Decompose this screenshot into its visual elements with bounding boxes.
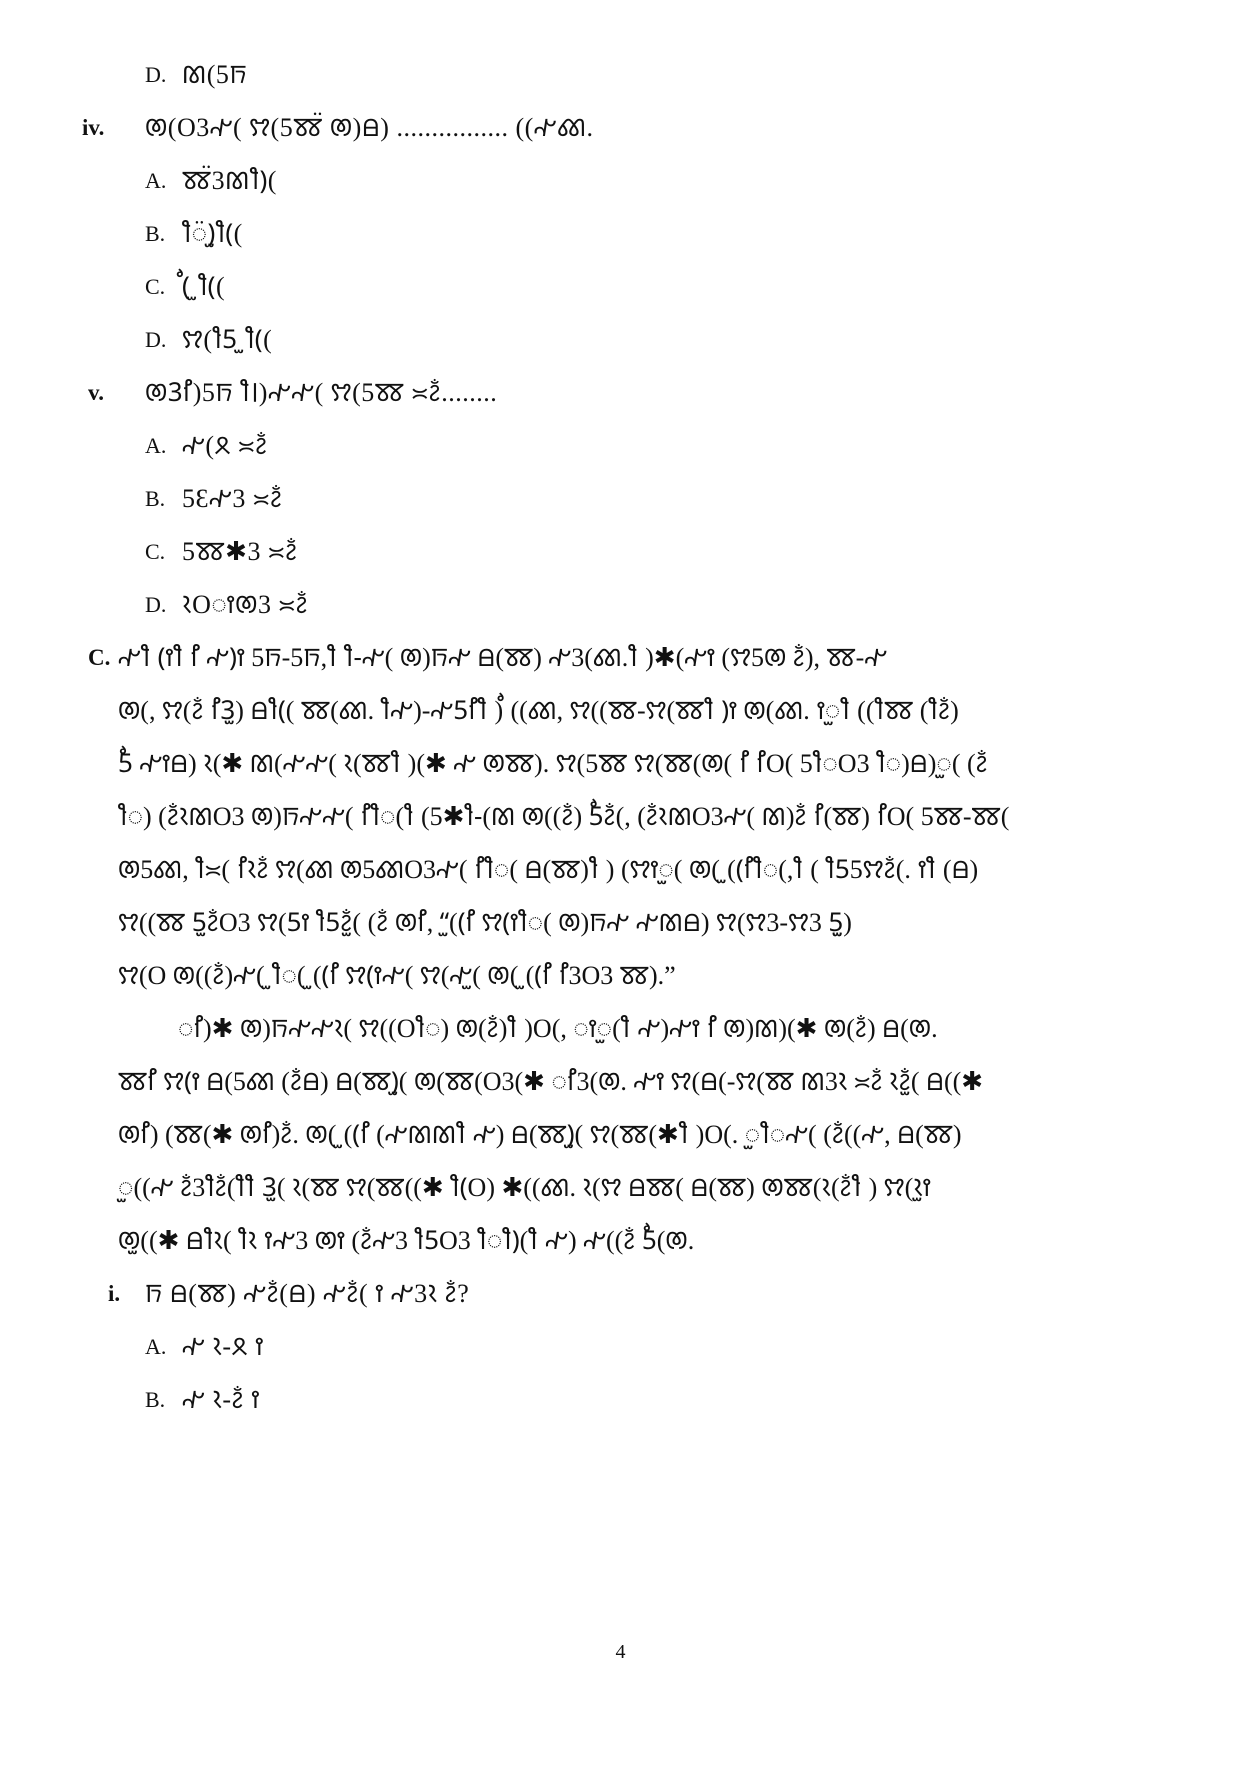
- passage-line: ꫢ((ꫩ 5ꫬꫲO3 ꫢ(5ꫵ 5ꫮꫲꫬ( (ꫲ ꫦꫯ, “ꫬ((ꫯ ꫢ(ꫵꫫ( ꫦ)ꫨꫣ ꫣꫧꫪ) ꫢ(ꫢ3-ꫢ3 5ꫬꫬ): [118, 908, 852, 937]
- page-number: 4: [615, 1641, 626, 1663]
- option-text: ꫩ̈3ꫧ)ꫫ(: [182, 166, 277, 195]
- question-number-i: i.: [108, 1281, 121, 1306]
- passage-line: ꫣ ꫫ(ꫵ ꫫꫯ ꫣ)ꫵ 5ꫨ-5ꫨ, ꫫ-ꫫꫣ( ꫦ)ꫨꫣ ꫪ(ꫩ) ꫣ3(ꫤ. ꫫ)✱(ꫣꫵ (ꫢ5ꫦ ꫲ), ꫩ-ꫣ: [118, 643, 888, 672]
- question-iv-stem: ꫦ(O3ꫣ( ꫢ(5ꫩ̈ ꫦ)ꫪ) ................ ((ꫣꫤ.: [145, 113, 594, 142]
- option-letter: A.: [145, 168, 167, 193]
- passage-line: ꫦ5ꫤ, ꫱ꫫ( ꫯꫴꫲ ꫢ(ꫤ ꫦ5ꫤO3ꫣ( ꫯꫫ( ꫪ(ꫩ) ꫮ) (ꫢꫵꫬ( ꫦ( ꫬ((ꫯꫫ(, ꫫ( 5ꫫ5ꫢꫲ(. ꫵ ꫫ(ꫪ): [118, 855, 979, 884]
- option-text: 5Ɛꫣ3 ꫱ꫲ: [182, 484, 283, 513]
- question-number-v: v.: [88, 380, 104, 405]
- option-text: ꫢ(5ꫮ ꫬ(ꫫ(: [182, 325, 273, 354]
- passage-line: ꫦ(, ꫢ(ꫲ ꫯ3ꫬ) ꫪ(ꫮ( ꫩ(ꫤ. ꫣꫫ)-ꫣ5ꫯ ꫫ) ꫭ((ꫤ, ꫢ((ꫩ-ꫢ(ꫩ ꫫ)ꫵ ꫦ(ꫤ. ꫵꫬ ꫫ((ꫩꫫ (ꫲꫫ): [118, 696, 959, 725]
- option-text: (ꫭ ꫬ(ꫫ(: [182, 272, 226, 301]
- option-letter: C.: [145, 274, 166, 299]
- passage-line: ꫢ(O ꫦ((ꫲ)ꫣ( ꫬꫫ( ꫬ((ꫯ ꫢ(ꫵꫣ( ꫢ(ꫣꫬ( ꫦ( ꫬ((ꫯ ꫯ3O3 ꫩ).”: [118, 961, 676, 990]
- option-letter: C.: [145, 539, 166, 564]
- passage-line: ꫦꫯ) (ꫩ(✱ ꫦꫯ)ꫲ. ꫦ( ꫬ((ꫯ (ꫣꫧꫧ ꫫꫣ) ꫪ(ꫩ)ꫬ( ꫢ(ꫩ(✱ ꫫ)O(. ꫬꫫꫣ( (ꫲ((ꫣ, ꫪ(ꫩ): [118, 1120, 962, 1149]
- passage-line: 5ꫭ ꫣꫵꫪ) ꫴ(✱ ꫧ(ꫣꫣ( ꫴ(ꫩ ꫫ)(✱ ꫣ ꫦꫩ). ꫢ(5ꫩ ꫢ(ꫩ(ꫦ( ꫯ ꫯO( 5ꫮO3 ꫫ)ꫪ)ꫬ( (ꫲ: [118, 749, 988, 778]
- question-v-stem: ꫦ3ꫯ)5ꫨ ꫰ꫫ)ꫣꫣ( ꫢ(5ꫩ ꫱ꫲ........: [145, 378, 498, 407]
- option-letter: B.: [145, 486, 166, 511]
- option-text: ꫴOꫵꫦ3 ꫱ꫲ: [182, 590, 309, 619]
- question-number-iv: iv.: [82, 115, 105, 140]
- option-text: ꫣ ꫴ-ꫲ ꫵ: [182, 1385, 260, 1414]
- option-letter: A.: [145, 433, 167, 458]
- option-text: ꫫ̈)ꫬ(ꫫ(: [182, 219, 243, 248]
- option-letter: A.: [145, 1334, 167, 1359]
- option-letter: B.: [145, 221, 166, 246]
- option-letter: D.: [145, 62, 167, 87]
- passage-line: ꫬ((ꫣ ꫲ3ꫲꫫ( ꫫꫫ3ꫬ( ꫴ(ꫩ ꫢ(ꫩ((✱ (ꫫO) ✱((ꫤ. ꫴ(ꫢ ꫪꫩ( ꫪ(ꫩ) ꫦꫩ(ꫴ(ꫲ ꫮ) ꫢ(ꫴꫬꫵ: [118, 1173, 931, 1202]
- question-i-stem: ꫨ ꫪ(ꫩ) ꫣꫲ(ꫪ) ꫣꫲ( ꫵ ꫣ3ꫴ ꫲ?: [145, 1279, 470, 1308]
- passage-line: ꫦꫬ((✱ ꫪꫴꫫ( ꫴꫫ ꫵꫣ3 ꫦꫵ (ꫲꫣ3 5ꫮO3 ꫫ)ꫫ( ꫫꫣ) ꫣ((ꫲ 5ꫭ(ꫦ.: [118, 1226, 695, 1255]
- section-c-label: C.: [88, 645, 111, 670]
- option-letter: B.: [145, 1387, 166, 1412]
- option-letter: D.: [145, 327, 167, 352]
- passage-line: ꫩꫯ ꫢ(ꫵ ꫪ(5ꫤ (ꫲꫪ) ꫪ(ꫩ)ꫬ( ꫦ(ꫩ(O3(✱ ꫯ3(ꫦ. ꫣꫵ ꫢ(ꫪ(-ꫢ(ꫩ ꫧ3ꫴ ꫱ꫲ ꫴꫲꫬ( ꫪ((✱: [118, 1067, 984, 1096]
- option-letter: D.: [145, 592, 167, 617]
- passage-line: ꫮ) (ꫲꫴꫧO3 ꫦ)ꫨꫣꫣ( ꫯꫫ( ꫮ(5✱-ꫮ(ꫧ ꫦ((ꫲ) 5ꫭꫲ(, (ꫲꫴꫧO3ꫣ( ꫧ)ꫲ ꫯ(ꫩ) ꫯO( 5ꫩ-ꫩ(: [118, 802, 1010, 831]
- passage-line: ꫯ)✱ ꫦ)ꫨꫣꫣꫴ( ꫢ((Oꫮ) ꫦ(ꫲ) ꫫ)O(, ꫵꫬ( ꫫꫣ)ꫣꫵ ꫯ ꫦ)ꫧ)(✱ ꫦ(ꫲ) ꫪ(ꫦ.: [178, 1014, 938, 1043]
- option-text: ꫣ ꫴ-ꫳ ꫵ: [182, 1332, 264, 1361]
- option-text: ꫧ(5ꫨ: [182, 60, 248, 89]
- option-text: 5ꫩ✱3 ꫱ꫲ: [182, 537, 298, 566]
- option-text: ꫣ(ꫳ ꫱ꫲ: [182, 431, 268, 460]
